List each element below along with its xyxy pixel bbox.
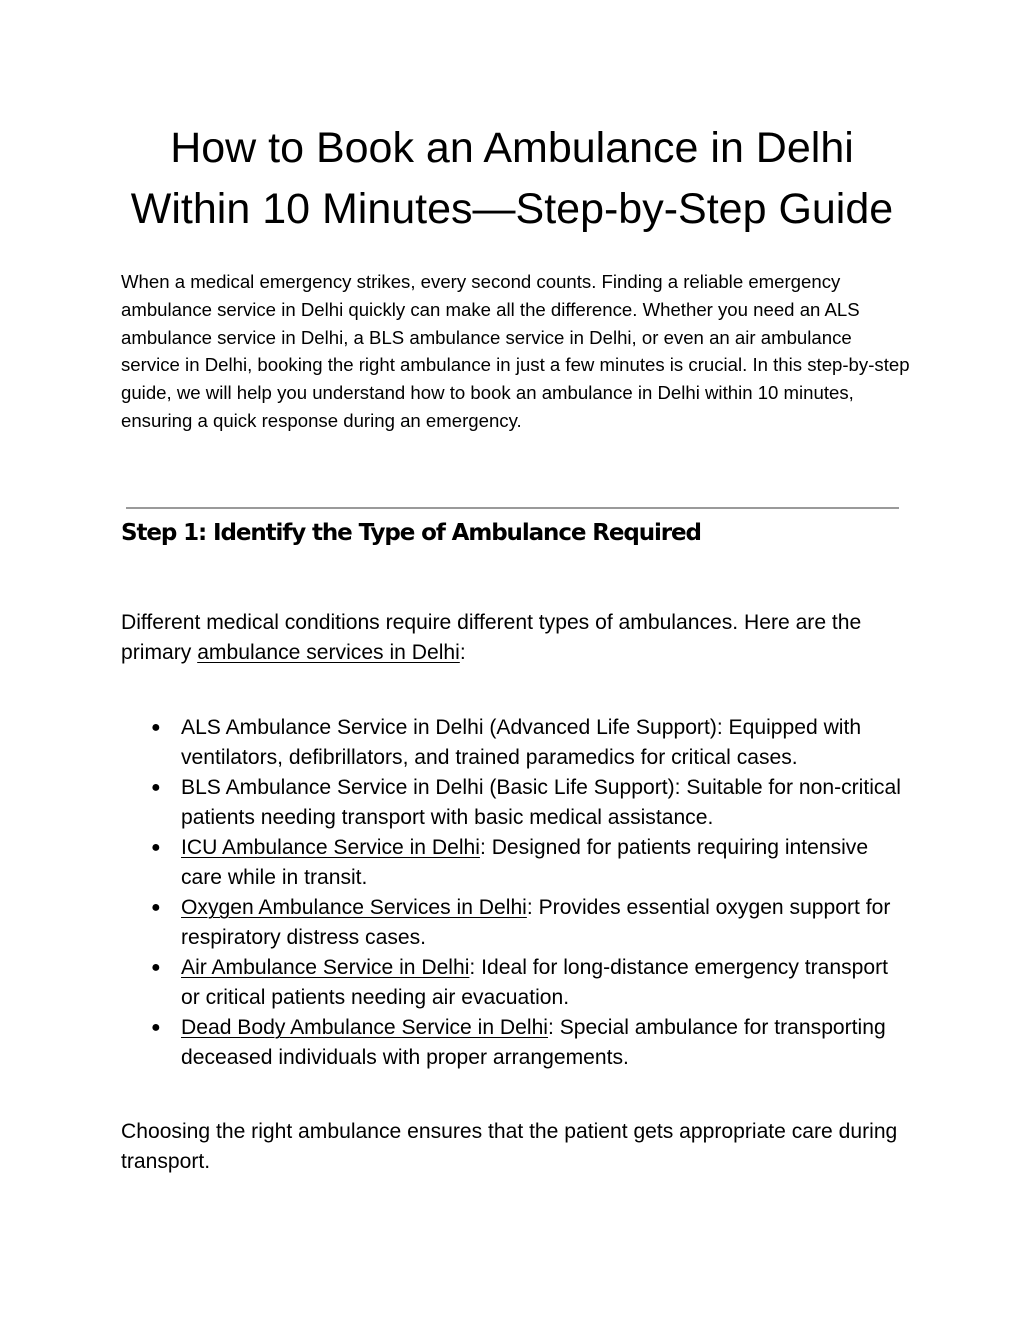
bullet-icon: ● xyxy=(151,839,161,856)
dead-body-ambulance-link[interactable]: Dead Body Ambulance Service in Delhi xyxy=(181,1016,548,1039)
step-1-intro-colon: : xyxy=(459,641,466,664)
step-1-heading: Step 1: Identify the Type of Ambulance Required xyxy=(121,520,701,546)
air-ambulance-link[interactable]: Air Ambulance Service in Delhi xyxy=(181,956,470,979)
bullet-icon: ● xyxy=(151,1019,161,1036)
page-title xyxy=(90,118,934,240)
horizontal-divider xyxy=(126,507,899,509)
list-item-icu-text: : Designed for patients requiring intensive care while in transit. xyxy=(181,836,869,889)
bullet-icon: ● xyxy=(151,719,161,736)
list-item-air-text: : Ideal for long-distance emergency transport or critical patients needing air evacuation. xyxy=(181,956,889,1009)
list-item-icu xyxy=(121,833,901,893)
step-1-intro-text: Different medical conditions require different types of ambulances. Here are the primary xyxy=(121,611,862,664)
step-1-intro-paragraph xyxy=(121,608,911,668)
ambulance-types-list xyxy=(121,713,901,1073)
page-title-line-1: How to Book an Ambulance in Delhi xyxy=(170,124,854,172)
icu-ambulance-link[interactable]: ICU Ambulance Service in Delhi xyxy=(181,836,480,859)
list-item-dead-body xyxy=(121,1013,901,1073)
ambulance-services-link[interactable]: ambulance services in Delhi xyxy=(197,641,460,664)
intro-paragraph: When a medical emergency strikes, every second counts. Finding a reliable emergency ambulance service in Delhi quickly can make all the difference. Whether you need an ALS ambulance service in Delhi, a BLS ambulance service in Delhi, or even an air ambulance service in Delhi, booking the right ambulance in just a few minutes is crucial. In this step-by-step guide, we will help you understand how to book an ambulance in Delhi within 10 minutes, ensuring a quick response during an emergency. xyxy=(121,271,910,431)
list-item-air xyxy=(121,953,901,1013)
list-item-dead-body-text: : Special ambulance for transporting deceased individuals with proper arrangements. xyxy=(181,1016,886,1069)
list-item-bls xyxy=(121,773,901,833)
bullet-icon: ● xyxy=(151,779,161,796)
list-item-als-text: ALS Ambulance Service in Delhi (Advanced Life Support): Equipped with ventilators, defibrillators, and trained paramedics for critical cases. xyxy=(181,716,862,769)
list-item-oxygen xyxy=(121,893,901,953)
list-item-bls-text: BLS Ambulance Service in Delhi (Basic Life Support): Suitable for non-critical patients needing transport with basic medical assistance. xyxy=(181,776,901,829)
list-item-als xyxy=(121,713,901,773)
bullet-icon: ● xyxy=(151,959,161,976)
page-title-line-2: Within 10 Minutes—Step-by-Step Guide xyxy=(130,185,894,233)
list-item-oxygen-text: : Provides essential oxygen support for respiratory distress cases. xyxy=(181,896,891,949)
closing-paragraph: Choosing the right ambulance ensures that the patient gets appropriate care during transport. xyxy=(121,1120,898,1173)
bullet-icon: ● xyxy=(151,899,161,916)
oxygen-ambulance-link[interactable]: Oxygen Ambulance Services in Delhi xyxy=(181,896,527,919)
